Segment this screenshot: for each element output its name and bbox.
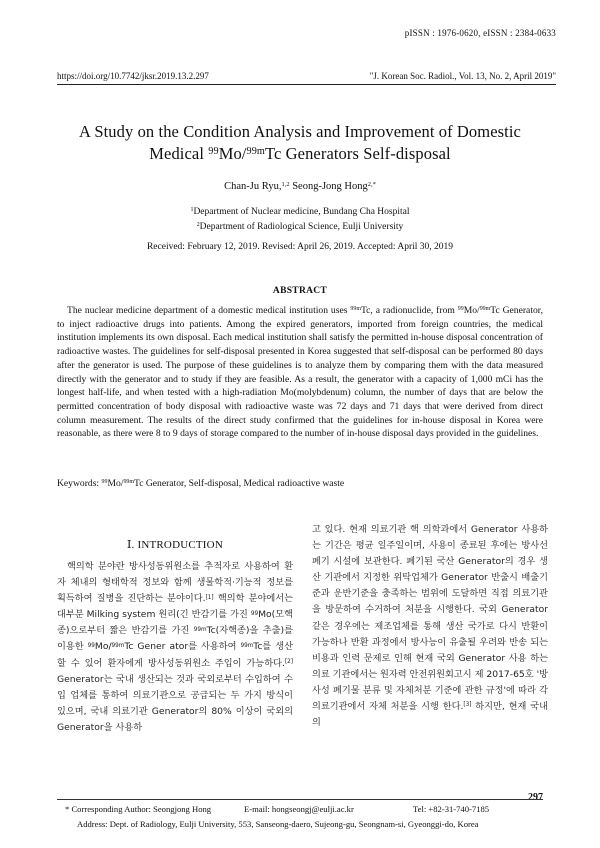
body-text: 핵의학 분야란 방사성동위원소를 추적자로 사용하여 환자 체내의 형태학적 정보와 함께 생물학적·기능적 정보를 획득하여 질병을 진단하는 분야이다. [57,561,293,605]
abstract-part: Tc Generator, to inject radioactive drugs into patients. Among the expired generators, imported from foreign countries, the medical institution implements its own disposal. Each medical institution shall satisfy the permitted in-house disposal concentration of radioactive wastes. The guidelines for self-disposal presented in Korea suggested that self-disposal can be performed 80 days after the generator is used. The purpose of these guidelines is to analyze them by comparing them with the data measured directly with the generator and to study if they are feasible. As a result, the generator with a capacity of 1,000 mCi has the longest half-life, and when tested with a high-radiation Mo(molybdenum) column, the number of days that are below the permitted concentration of body disposal with radioactive waste was 72 days and 71 days that were derived from direct column measurement. The results of the direct study confirmed that the guidelines for in-house disposal in Korea were reasonable, as there were 8 to 9 days of storage compared to the number of in-house disposal days provided in the guidelines. [57,305,543,440]
affil-text: Department of Nuclear medicine, Bundang Cha Hospital [193,207,410,217]
journal-citation: "J. Korean Soc. Radiol., Vol. 13, No. 2, April 2019" [369,71,556,81]
title-line-2 [40,143,560,165]
body-sup: 99m [193,626,207,633]
doi-link[interactable]: https://doi.org/10.7742/jksr.2019.13.2.297 [57,71,209,81]
abstract-heading: ABSTRACT [272,286,328,296]
body-sup: 99m [111,642,125,649]
page-number: 297 [528,792,543,803]
header-divider [57,84,556,85]
right-column [312,522,548,731]
affil-text: Department of Radiological Science, Eulji University [199,222,404,232]
author-2-affil: 2,* [367,181,376,189]
body-sup: 99 [250,610,259,617]
keywords-text: Mo/ [107,478,124,489]
body-text: Tc를 생산할 수 있어 환자에게 방사성동위원소 주입이 가능하다. [57,641,293,669]
body-text: Generator는 국내 생산되는 것과 국외로부터 수입하여 수입 업체를 통하여 의료기관으로 공급되는 두 가지 방식이 있으며, 국내 의료기관 Generator의 80% 이상이 국외의 Generator을 사용하 [57,673,293,733]
title-sup: 99m [246,146,265,158]
paper-title [40,121,560,165]
author-list [0,181,600,192]
intro-paragraph [57,559,293,736]
body-sup: 99 [87,642,95,649]
title-text: Medical [149,144,209,163]
author-address: Address: Dept. of Radiology, Eulji University, 553, Sanseong-daero, Sujeong-gu, Seongnam-si, Gyeonggi-do, Korea [77,819,479,829]
title-line-1: A Study on the Condition Analysis and Improvement of Domestic [79,122,521,141]
left-column [57,538,293,736]
keywords [57,478,344,489]
keywords-label: Keywords: [57,478,102,489]
abstract-sup: 99m [350,306,361,313]
section-heading-introduction: Ⅰ. INTRODUCTION [127,539,223,551]
body-sup: 99m [240,642,254,649]
body-text: 하지만, 현재 국내의 [312,701,548,729]
footer-divider [57,799,543,800]
author-1-affil: 1,2 [281,181,290,189]
citation: [1] [205,594,214,601]
right-column-paragraph [312,522,548,731]
issn-line: pISSN : 1976-0620, eISSN : 2384-0633 [404,28,556,38]
citation: [2] [284,659,293,665]
author-2: Seong-Jong Hong [289,181,368,192]
received-dates: Received: February 12, 2019. Revised: April 26, 2019. Accepted: April 30, 2019 [146,242,454,252]
body-text: Tc Gener ator를 사용하여 [124,641,241,653]
title-sup: 99 [208,146,219,158]
author-1: Chan-Ju Ryu, [224,181,282,192]
keywords-sup: 99 [101,479,108,486]
author-email[interactable]: E-mail: hongseongj@eulji.ac.kr [244,804,354,814]
body-text: 핵의학 분야에서는 대부분 Milking system 원리(긴 반감기를 가진 [57,593,293,621]
title-text: Mo/ [218,144,247,163]
body-text: Mo/ [94,641,112,653]
abstract-sup: 99 [457,306,464,313]
keywords-sup: 99m [123,479,134,486]
title-text: Tc Generators Self-disposal [264,144,451,163]
affil-marker: 2 [196,222,200,229]
body-text: Mo(모핵종)으로부터 짧은 반감기를 가진 [57,609,293,637]
affiliation-1 [0,207,600,217]
corresponding-author: * Corresponding Author: Seongjong Hong [65,804,212,814]
affil-marker: 1 [190,207,194,214]
body-text: 고 있다. 현재 의료기관 핵 의학과에서 Generator 사용하는 기간은 평균 일주일이며, 사용이 종료된 후에는 방사선 폐기 시설에 보관한다. 폐기된 국산 Generator의 경우 생산 기관에서 지정한 위탁업체가 Generator 반출시 배출기준과 운반기준을 충족하는 범위에 도달하면 직접 의료기관을 방문하여 수거하여 처분을 시행한다. 국외 Generator 같은 경우에는 제조업체를 통해 생산 국가로 다시 반환이 가능하나 반환 과정에서 방사능이 유출될 우려와 반송 되는 비용과 인력 문제로 인해 현재 국외 Generator 사용 하는 의료 기관에서는 원자력 안전위원회고시 제 2017-65호 '방사성 폐기물 분류 및 자체처분 기준에 관한 규정'에 따라 각 의료기관에서 자체 처분을 시행 한다. [312,524,548,713]
affiliation-2 [0,222,600,232]
body-text: Tc(자핵종)을 추출)를 이용한 [57,625,293,653]
abstract-sup: 99m [479,306,491,313]
keywords-text: Tc Generator, Self-disposal, Medical radioactive waste [134,478,345,489]
abstract-part: Tc, a radionuclide, from [360,305,458,316]
abstract-part: Mo/ [463,305,480,316]
abstract-part: The nuclear medicine department of a domestic medical institution uses [67,305,351,316]
abstract-text [57,304,543,441]
citation: [3] [463,702,472,709]
author-phone: Tel: +82-31-740-7185 [413,804,490,814]
